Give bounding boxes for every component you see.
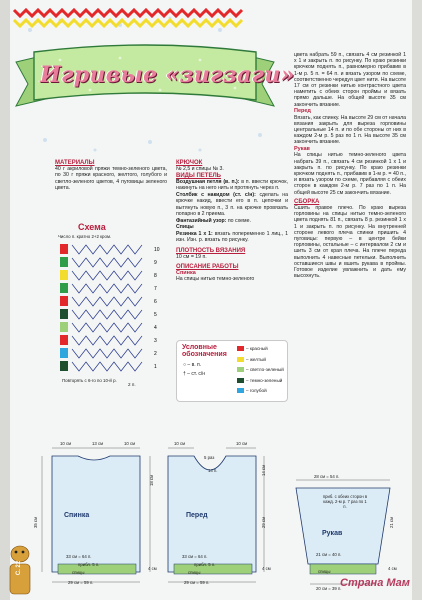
- watermark: Страна Мам: [340, 577, 410, 589]
- crochet-schema: [60, 240, 180, 384]
- schema-row-stitches: [72, 310, 142, 319]
- legend-dc-item: [183, 370, 223, 379]
- schema-row-stitches: [72, 323, 142, 332]
- page-number: С. 22: [16, 560, 23, 576]
- rapport-label: 2 п.: [128, 382, 136, 387]
- fantasy-text: по схеме.: [227, 217, 251, 224]
- repeat-note: Повторять с 6-го по 10-й р.: [62, 378, 117, 383]
- chain-label: Воздушная петля (в. п.):: [176, 179, 240, 186]
- dc-label: Столбик с накидом (ст. с/н):: [176, 192, 256, 199]
- legend-color-label: – красный: [246, 346, 268, 351]
- work-text: На спицы нитью темно-зеленого: [176, 276, 255, 283]
- schema-row-number: 10: [154, 247, 160, 253]
- schema-row-color: [60, 348, 68, 358]
- front-dim-shoulder-right: 10 см: [236, 441, 248, 446]
- back-dim-neck: 13 см: [92, 441, 104, 446]
- legend-color-label: – желтый: [246, 356, 266, 362]
- schema-row-number: 1: [154, 364, 157, 370]
- sleeve-dim-top: 28 см = 54 п.: [314, 474, 340, 479]
- schema-row-number: 3: [154, 338, 157, 344]
- sleeve-label: Рукав: [322, 530, 343, 537]
- schema-row-color: [60, 361, 68, 371]
- front-dim-needles: спицы: [188, 570, 201, 575]
- legend-chain-item: [183, 361, 223, 370]
- front-dim-neck-stitches: 14 п.: [208, 468, 218, 473]
- schema-row-color: [60, 322, 68, 332]
- legend-color-item: [237, 344, 284, 355]
- back-dim-height: 35 см: [33, 516, 39, 529]
- materials-heading: МАТЕРИАЛЫ: [55, 160, 95, 166]
- dc-symbol: †: [183, 371, 186, 377]
- front-dim-width: 33 см = 64 п.: [182, 554, 208, 559]
- schema-row-number: 6: [154, 299, 157, 305]
- legend-color-item: [237, 376, 284, 387]
- sleeve-instructions: На спицы нитью темно-зеленого цвета набрать 39 п., связать 4 см резинкой 1 х 1 и закрыть п. по рисунку. По краю резинки крючком поднять п., прибавив в 1-м р. = 40 п., и вязать узором по схеме, прибавляя с обеих сторон в каждом 2-м р. 7 раз по 1 п. На общей высоте 25 см закончить вязание.: [294, 152, 406, 196]
- schema-row-color: [60, 335, 68, 345]
- dc-text: сделать на крючке накид, ввести его в п. цепочки и вытянуть новую п., 3 п. на крючке провязать попарно в 2 приема.: [176, 192, 288, 217]
- materials-section: [55, 160, 167, 192]
- assembly-heading: СБОРКА: [294, 198, 320, 205]
- schema-row-stitches: [72, 336, 142, 345]
- legend-color-item: [237, 355, 284, 366]
- sleeve-dim-needles: спицы: [318, 569, 331, 574]
- legend-color-item: [237, 365, 284, 376]
- page-title: Игривые «зигзаги»: [40, 62, 295, 88]
- back-dim-needles: спицы: [72, 570, 85, 575]
- schema-row-stitches: [72, 258, 142, 267]
- front-dim-rib-width: 29 см = 59 п.: [184, 580, 210, 585]
- back-dim-shoulder-left: 10 см: [60, 441, 72, 446]
- density-text: 10 см = 19 п.: [176, 253, 207, 260]
- fantasy-label: Фантазийный узор:: [176, 217, 227, 224]
- back-dim-width: 33 см = 64 п.: [66, 554, 92, 559]
- chain-symbol: ○: [183, 362, 187, 368]
- schema-row-number: 4: [154, 325, 157, 331]
- legend-color-label: – светло-зеленый: [246, 367, 284, 372]
- legend-color-swatch: [237, 357, 244, 362]
- legend-color-label: – голубой: [246, 388, 267, 393]
- back-instructions: цвета набрать 59 п., связать 4 см резинкой 1 х 1 и закрыть п. по рисунку. По краю резинки крючком поднять п., равномерно прибавив в 1-м р. 5 п. = 64 п. и вязать узором по схеме, соответственно чередуя цвет нити. На высоте 17 см от резинки нитью контрастного цвета наметить с обеих сторон проймы и вязать прямо дальше. На общей высоте 35 см закончить вязание.: [294, 52, 406, 108]
- back-dim-armhole: 18 см: [149, 474, 155, 487]
- front-instructions: Вязать, как спинку. На высоте 29 см от начала вязания закрыть для выреза горловины центральные 14 п. и по обе стороны от них в каждом 2-м р. 5 раз по 1 п. На высоте 35 см закончить вязание.: [294, 114, 406, 146]
- front-dim-neck-height: 14 см: [261, 464, 267, 477]
- front-dim-neck-rows: 5 раз: [204, 455, 215, 460]
- schema-row-stitches: [72, 349, 142, 358]
- schema-row-number: 9: [154, 260, 157, 266]
- legend-colors: [237, 344, 284, 397]
- schema-row-stitches: [72, 362, 142, 371]
- schema-row-stitches: [72, 245, 142, 254]
- needles-label: Спицы: [176, 224, 194, 231]
- schema-row-color: [60, 296, 68, 306]
- legend-color-swatch: [237, 367, 244, 372]
- sleeve-dim-height: 21 см: [389, 516, 395, 529]
- schema-row-number: 2: [154, 351, 157, 357]
- front-dim-shoulder-left: 10 см: [174, 441, 186, 446]
- legend-box: [176, 340, 288, 402]
- front-label: Перед: [186, 512, 208, 519]
- schema-heading: Схема: [78, 222, 106, 232]
- front-dim-rib: 4 см: [262, 566, 271, 571]
- rib-text: вязать попеременно 1 лиц., 1 изн. Изн. р. вязать по рисунку.: [176, 231, 288, 244]
- schema-row-number: 8: [154, 273, 157, 279]
- density-heading: ПЛОТНОСТЬ ВЯЗАНИЯ: [176, 247, 246, 254]
- front-dim-increase: прибл. 5 п.: [194, 562, 216, 567]
- work-back-heading: Спинка: [176, 270, 196, 277]
- legend-color-swatch: [237, 346, 244, 351]
- dc-symbol-text: – ст. с/н: [187, 371, 206, 377]
- back-dim-rib-width: 29 см = 59 п.: [68, 580, 94, 585]
- back-dim-rib: 4 см: [148, 566, 157, 571]
- right-column: [294, 52, 406, 280]
- legend-symbols: [183, 361, 223, 379]
- assembly-instructions: Сшить правое плечо. По краю выреза горловины на спицы нитью темно-зеленого цвета поднять 81 п., связать 8 р. резинкой 1 х 1 и закрыть п. по рисунку. На внутренней стороне левого плеча спинки пришить 4 пуговицы: первую – в центре бейки горловины, остальные – с интервалом 2 см и шить 3 см от края плеча. На плече переда выполнить 4 навесные петельки. Выполнить оставшиеся швы и вшить рукава в проймы. Готовое изделие увлажнить и дать ему высохнуть.: [294, 205, 406, 280]
- back-label: Спинка: [64, 512, 90, 519]
- front-heading: Перед: [294, 108, 311, 115]
- legend-heading: Условные обозначения: [182, 344, 227, 359]
- schema-note: Число п. кратно 2+2 кром.: [58, 234, 112, 239]
- loops-heading: ВИДЫ ПЕТЕЛЬ: [176, 173, 221, 179]
- schema-row-color: [60, 270, 68, 280]
- hook-heading: КРЮЧОК: [176, 160, 203, 166]
- front-dim-height: 29 см: [261, 516, 267, 529]
- sleeve-dim-rib-height: 4 см: [388, 566, 397, 571]
- schema-row-stitches: [72, 271, 142, 280]
- work-heading: ОПИСАНИЕ РАБОТЫ: [176, 264, 239, 271]
- materials-text: 40 г акриловой пряжи темно-зеленого цвета, по 30 г пряжи красного, желтого, голубого и светло-зеленого цветов, 4 пуговицы зеленого цвета.: [55, 166, 167, 191]
- schema-row-stitches: [72, 284, 142, 293]
- schema-row-number: 5: [154, 312, 157, 318]
- legend-color-label: – темно-зеленый: [246, 377, 283, 383]
- schema-row-number: 7: [154, 286, 157, 292]
- sleeve-heading: Рукав: [294, 146, 310, 153]
- legend-color-swatch: [237, 378, 244, 383]
- rib-label: Резинка 1 х 1:: [176, 231, 213, 238]
- hook-text: № 2,5 и спицы № 3.: [176, 166, 224, 173]
- sleeve-dim-rib: 20 см = 39 п.: [316, 586, 342, 591]
- schema-row-color: [60, 257, 68, 267]
- schema-row-color: [60, 283, 68, 293]
- back-dim-shoulder-right: 10 см: [124, 441, 136, 446]
- back-dim-increase: прибл. 5 п.: [78, 562, 100, 567]
- legend-color-swatch: [237, 388, 244, 393]
- chain-symbol-text: – в. п.: [187, 362, 202, 368]
- middle-column: [176, 160, 288, 283]
- schema-row-stitches: [72, 297, 142, 306]
- schema-row-color: [60, 244, 68, 254]
- chain-text: в п. ввести крючок, накинуть на него нить и протянуть через п.: [176, 179, 288, 192]
- legend-color-item: [237, 386, 284, 397]
- sleeve-increase-note: приб. с обеих сторон в кажд. 2-м р. 7 раз по 1 п.: [322, 494, 368, 509]
- schema-row-color: [60, 309, 68, 319]
- sleeve-dim-bottom: 21 см = 40 п.: [316, 552, 342, 557]
